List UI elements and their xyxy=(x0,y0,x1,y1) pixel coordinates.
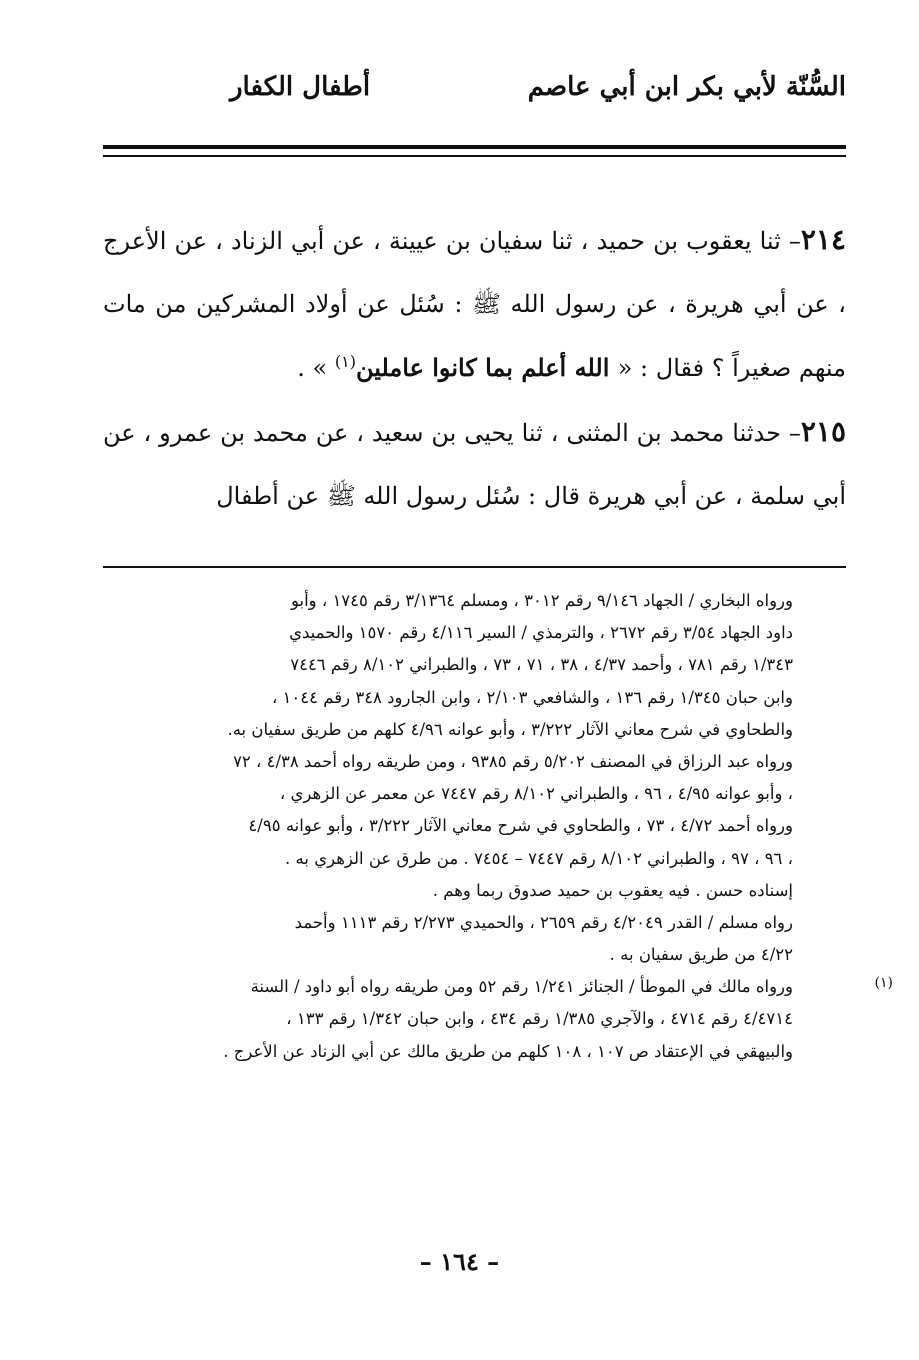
footnote-line: ٤/٤٧١٤ رقم ٤٧١٤ ، والآجري ١/٣٨٥ رقم ٤٣٤ ، وابن حبان ١/٣٤٢ رقم ١٣٣ ، xyxy=(286,1009,793,1029)
footnote-reference: (١) xyxy=(334,352,356,371)
hadith-number: ٢١٥ xyxy=(800,415,846,448)
footnote-separator xyxy=(103,566,846,568)
hadith-text: – ثنا يعقوب بن حميد ، ثنا سفيان بن عيينة ، عن أبي الزناد ، عن الأعرج ، عن أبي هريرة ، عن رسول الله ﷺ : سُئل عن أولاد المشركين من مات منهم صغيراً ؟ فقال : « xyxy=(103,227,846,382)
footnote-line: وابن حبان ١/٣٤٥ رقم ١٣٦ ، والشافعي ٢/١٠٣ ، وابن الجارود ٣٤٨ رقم ١٠٤٤ ، xyxy=(271,687,793,707)
footnote-line: رواه مسلم / القدر ٤/٢٠٤٩ رقم ٢٦٥٩ ، والحميدي ٢/٢٧٣ رقم ١١١٣ وأحمد xyxy=(294,912,793,932)
page-number: – ١٦٤ – xyxy=(419,1247,500,1276)
hadith-text: – حدثنا محمد بن المثنى ، ثنا يحيى بن سعيد ، عن محمد بن عمرو ، عن أبي سلمة ، عن أبي هريرة قال : سُئل رسول الله ﷺ عن أطفال xyxy=(103,419,846,510)
footnote-line: والبيهقي في الإعتقاد ص ١٠٧ ، ١٠٨ كلهم من طريق مالك عن أبي الزناد عن الأعرج . xyxy=(223,1041,793,1061)
running-header xyxy=(100,62,846,122)
footnote-line: ١/٣٤٣ رقم ٧٨١ ، وأحمد ٤/٣٧ ، ٣٨ ، ٧١ ، ٧٣ ، والطبراني ٨/١٠٢ رقم ٧٤٤٦ xyxy=(290,655,793,675)
footnote-line: ورواه أحمد ٤/٧٢ ، ٧٣ ، والطحاوي في شرح معاني الآثار ٣/٢٢٢ ، وأبو عوانه ٤/٩٥ xyxy=(248,816,793,836)
footnote-line: إسناده حسن . فيه يعقوب بن حميد صدوق ربما وهم . xyxy=(432,880,793,900)
hadith-215 xyxy=(103,400,846,528)
chapter-title: أطفال الكفار xyxy=(230,72,371,102)
footnote-line: والطحاوي في شرح معاني الآثار ٣/٢٢٢ ، وأبو عوانه ٤/٩٦ كلهم من طريق سفيان به. xyxy=(227,719,793,739)
footnote-line: ، ٩٦ ، ٩٧ ، والطبراني ٨/١٠٢ رقم ٧٤٤٧ – ٧٤٥٤ . من طرق عن الزهري به . xyxy=(285,848,793,868)
footnote-line: ٤/٢٢ من طريق سفيان به . xyxy=(609,945,793,965)
main-text xyxy=(103,208,846,528)
footnote-line: ورواه مالك في الموطأ / الجنائز ١/٢٤١ رقم ٥٢ ومن طريقه رواه أبو داود / السنة xyxy=(250,977,793,997)
header-rule-thick xyxy=(103,145,846,149)
footnote-line: ، وأبو عوانه ٤/٩٥ ، ٩٦ ، والطبراني ٨/١٠٢ رقم ٧٤٤٧ عن معمر عن الزهري ، xyxy=(279,784,793,804)
hadith-214 xyxy=(103,208,846,400)
footnote-line: ورواه البخاري / الجهاد ٩/١٤٦ رقم ٣٠١٢ ، ومسلم ٣/١٣٦٤ رقم ١٧٤٥ ، وأبو xyxy=(290,591,793,610)
footnotes xyxy=(103,585,793,1068)
hadith-text-end: » . xyxy=(297,354,335,382)
header-rule-thin xyxy=(103,155,846,157)
hadith-quote-bold: الله أعلم بما كانوا عاملين xyxy=(355,353,618,382)
book-title: السُّنّة لأبي بكر ابن أبي عاصم xyxy=(527,72,846,102)
footnote-line: داود الجهاد ٣/٥٤ رقم ٢٦٧٢ ، والترمذي / السير ٤/١١٦ رقم ١٥٧٠ والحميدي xyxy=(289,623,793,643)
footnote-mark: (١) xyxy=(874,975,893,991)
hadith-number: ٢١٤ xyxy=(800,223,846,256)
footnote-line: ورواه عبد الرزاق في المصنف ٥/٢٠٢ رقم ٩٣٨٥ ، ومن طريقه رواه أحمد ٤/٣٨ ، ٧٢ xyxy=(233,751,793,771)
